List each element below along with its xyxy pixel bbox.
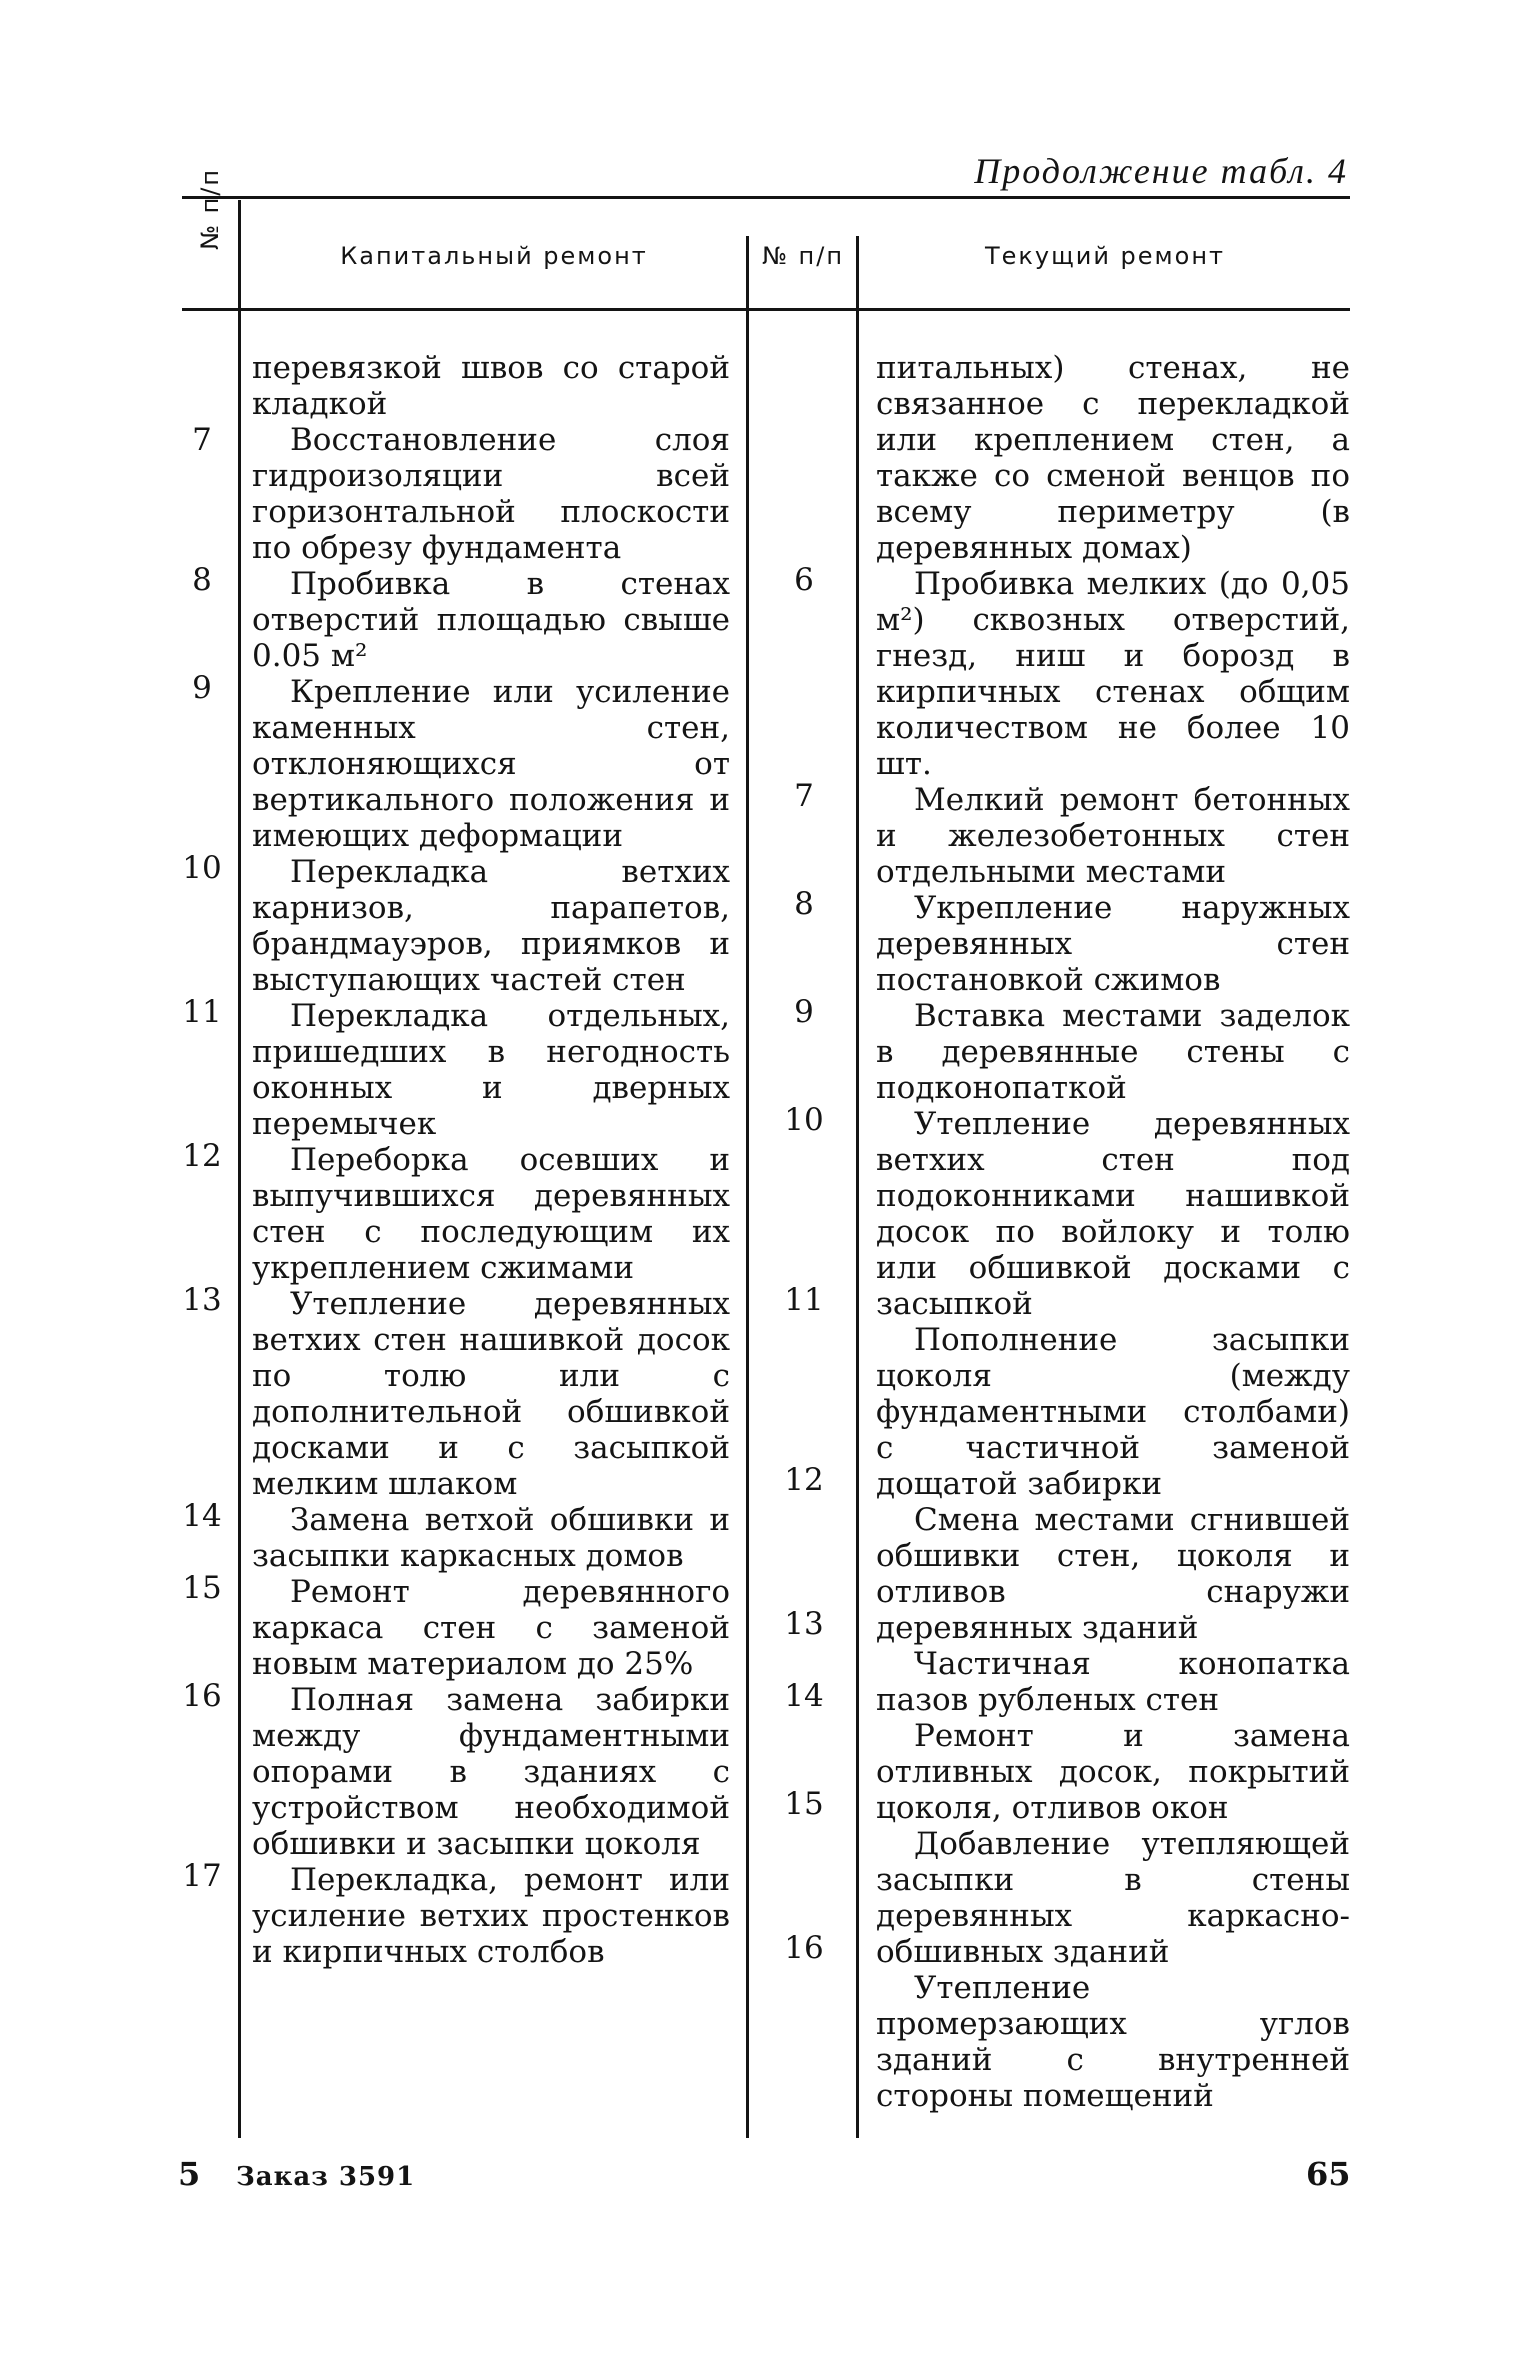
row-number: 15 xyxy=(182,1570,222,1606)
capital-entry: Перекладка отдельных, пришедших в негодность оконных и дверных перемычек xyxy=(252,998,730,1142)
capital-entry: Крепление или усиление каменных стен, отклоняющихся от вертикального положения и имеющих деформации xyxy=(252,674,730,854)
capital-entry: Перекладка ветхих карнизов, парапетов, брандмауэров, приямков и выступающих частей стен xyxy=(252,854,730,998)
current-entry: Мелкий ремонт бетонных и железобетонных стен отдельными местами xyxy=(876,782,1350,890)
current-entry: Укрепление наружных деревянных стен постановкой сжимов xyxy=(876,890,1350,998)
row-number: 11 xyxy=(182,994,222,1030)
capital-entry: перевязкой швов со старой кладкой xyxy=(252,350,730,422)
current-entry: Утепление деревянных ветхих стен под подоконниками нашивкой досок по войлоку и толю или обшивкой досками с засыпкой xyxy=(876,1106,1350,1322)
table-top-rule xyxy=(182,196,1350,199)
current-entry: Частичная конопатка пазов рубленых стен xyxy=(876,1646,1350,1718)
col-divider-2 xyxy=(746,236,749,2138)
row-number: 8 xyxy=(794,886,814,922)
capital-entry: Замена ветхой обшивки и засыпки каркасных домов xyxy=(252,1502,730,1574)
signature-mark: 5 xyxy=(178,2155,201,2193)
row-number: 13 xyxy=(182,1282,222,1318)
current-entry: Пополнение засыпки цоколя (между фундаментными столбами) с частичной заменой дощатой забирки xyxy=(876,1322,1350,1502)
row-number: 14 xyxy=(182,1498,222,1534)
capital-entry: Перекладка, ремонт или усиление ветхих простенков и кирпичных столбов xyxy=(252,1862,730,1970)
header-bottom-rule xyxy=(182,308,1350,311)
current-entry: Ремонт и замена отливных досок, покрытий цоколя, отливов окон xyxy=(876,1718,1350,1826)
capital-entry: Восстановление слоя гидроизоляции всей горизонтальной плоскости по обрезу фундамента xyxy=(252,422,730,566)
capital-entry: Полная замена забирки между фундаментными опорами в зданиях с устройством необходимой обшивки и засыпки цоколя xyxy=(252,1682,730,1862)
capital-entry: Пробивка в стенах отверстий площадью свыше 0.05 м² xyxy=(252,566,730,674)
current-entry: Добавление утепляющей засыпки в стены деревянных каркасно-обшивных зданий xyxy=(876,1826,1350,1970)
current-repair-column xyxy=(876,350,1350,2114)
row-number: 17 xyxy=(182,1858,222,1894)
capital-entry: Переборка осевших и выпучившихся деревянных стен с последующим их укреплением сжимами xyxy=(252,1142,730,1286)
table-caption: Продолжение табл. 4 xyxy=(974,151,1348,191)
header-num-mid: № п/п xyxy=(761,242,845,270)
row-number: 12 xyxy=(182,1138,222,1174)
current-entry: Утепление промерзающих углов зданий с внутренней стороны помещений xyxy=(876,1970,1350,2114)
row-number: 7 xyxy=(794,778,814,814)
current-entry: питальных) стенах, не связанное с перекладкой или креплением стен, а также со сменой венцов по всему периметру (в деревянных домах) xyxy=(876,350,1350,566)
row-number: 9 xyxy=(192,670,212,706)
row-number: 16 xyxy=(182,1678,222,1714)
row-number: 12 xyxy=(784,1462,824,1498)
row-number: 15 xyxy=(784,1786,824,1822)
current-entry: Смена местами сгнившей обшивки стен, цоколя и отливов снаружи деревянных зданий xyxy=(876,1502,1350,1646)
capital-entry: Утепление деревянных ветхих стен нашивкой досок по толю или с дополнительной обшивкой досками и с засыпкой мелким шлаком xyxy=(252,1286,730,1502)
order-number: Заказ 3591 xyxy=(236,2162,416,2192)
col-divider-1 xyxy=(238,200,241,2138)
row-number: 16 xyxy=(784,1930,824,1966)
row-number: 10 xyxy=(784,1102,824,1138)
row-number: 11 xyxy=(784,1282,824,1318)
row-number: 6 xyxy=(794,562,814,598)
header-num-left: № п/п xyxy=(196,167,224,250)
header-capital-repair: Капитальный ремонт xyxy=(340,242,648,270)
current-entry: Пробивка мелких (до 0,05 м²) сквозных отверстий, гнезд, ниш и борозд в кирпичных стенах общим количеством не более 10 шт. xyxy=(876,566,1350,782)
header-current-repair: Текущий ремонт xyxy=(984,242,1225,270)
row-number: 14 xyxy=(784,1678,824,1714)
row-number: 7 xyxy=(192,422,212,458)
capital-entry: Ремонт деревянного каркаса стен с заменой новым материалом до 25% xyxy=(252,1574,730,1682)
col-divider-3 xyxy=(856,236,859,2138)
current-entry: Вставка местами заделок в деревянные стены с подконопаткой xyxy=(876,998,1350,1106)
capital-repair-column xyxy=(252,350,730,1970)
page-number: 65 xyxy=(1306,2155,1351,2193)
row-number: 8 xyxy=(192,562,212,598)
row-number: 13 xyxy=(784,1606,824,1642)
row-number: 10 xyxy=(182,850,222,886)
row-number: 9 xyxy=(794,994,814,1030)
